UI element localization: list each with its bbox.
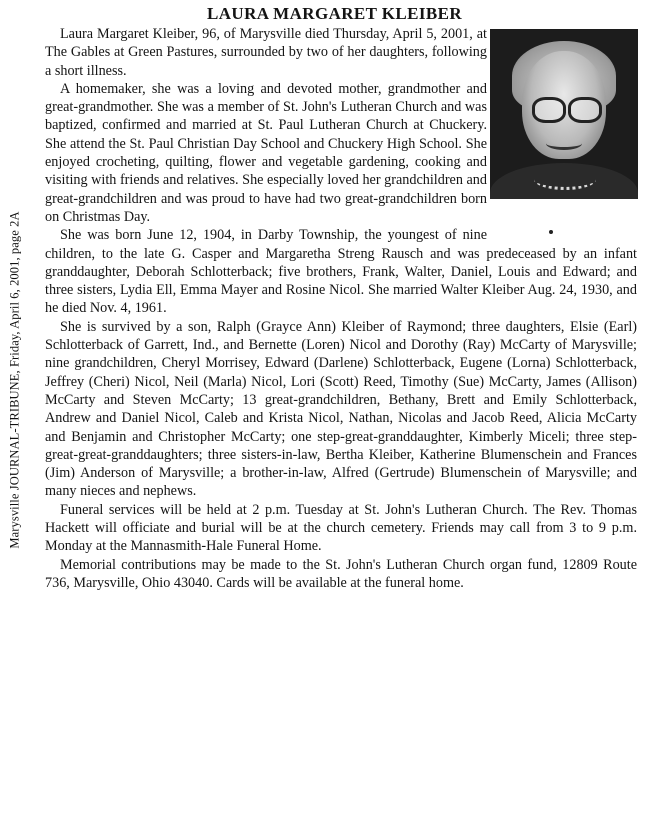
obituary-body — [45, 25, 637, 592]
newspaper-source-caption — [5, 80, 25, 680]
paragraph-life: A homemaker, she was a loving and devoted mother, grandmother and great-grandmother. She was a member of St. John's Lutheran Church and was baptized, confirmed and married at St. Paul Lutheran Church at Chuckery. She attend the St. Paul Christian Day School and Chuckery High School. She enjoyed crocheting, quilting, flower and vegetable gardening, cooking and visiting with friends and relatives. She especially loved her grandchildren and great-grandchildren and was proud to have had two great-grandchildren born on Christmas Day. — [45, 80, 487, 225]
obituary-title: LAURA MARGARET KLEIBER — [207, 4, 463, 23]
paragraph-funeral-services: Funeral services will be held at 2 p.m. Tuesday at St. John's Lutheran Church. The Rev. Thomas Hackett will officiate and burial will be at the church cemetery. Friends may call from 3 to 9 p.m. Monday at the Mannasmith-Hale Funeral Home. — [45, 501, 637, 555]
source-caption-text: Marysville JOURNAL-TRIBUNE, Friday, April 6, 2001, page 2A — [7, 211, 22, 549]
paragraph-death-notice: Laura Margaret Kleiber, 96, of Marysville died Thursday, April 5, 2001, at The Gables at Green Pastures, surrounded by two of her daughters, following a short illness. — [45, 26, 487, 79]
paragraph-memorial: Memorial contributions may be made to the St. John's Lutheran Church organ fund, 12809 Route 736, Marysville, Ohio 43040. Cards will be available at the funeral home. — [45, 556, 637, 591]
photo-wrap-spacer — [487, 25, 637, 237]
paragraph-survivors: She is survived by a son, Ralph (Grayce Ann) Kleiber of Raymond; three daughters, Elsie (Earl) Schlotterback of Garrett, Ind., and Bernette (Loren) Nicol and Dorothy (Ray) McCarty of Marysville; nine grandchildren, Cheryl Morrisey, Edward (Darlene) Schlotterback, Eugene (Lorna) Schlotterback, Jeffrey (Cheri) Nicol, Neil (Marla) Nicol, Lori (Scott) Reed, Timothy (Sue) McCarty, James (Allison) McCarty and Steven McCarty; 13 great-grandchildren, Bethany, Brett and Emily Schlotterback, Andrew and Daniel Nicol, Caleb and Krista Nicol, Nathan, Nicolas and Jacob Reed, Alicia McCarty and Benjamin and Christopher McCarty; one step-great-granddaughter, Kimberly Miceli; three step-great-great-granddaughters; three sisters-in-law, Bertha Kleiber, Katherine Blumenschein and Frances (Jim) Anderson of Marysville; a brother-in-law, Alfred (Gertrude) Blumenschein of Marysville; and many nieces and nephews. — [45, 318, 637, 500]
paragraph-family-history: She was born June 12, 1904, in Darby Township, the youngest of nine children, to the late G. Casper and Margaretha Streng Rausch and was predeceased by an infant granddaughter, Deborah Schlotterback; five brothers, Frank, Walter, Daniel, Louis and Edward; and three sisters, Lydia Ell, Emma Mayer and Rosine Nicol. She married Walter Kleiber Aug. 24, 1930, and he died Nov. 4, 1961. — [45, 227, 637, 317]
